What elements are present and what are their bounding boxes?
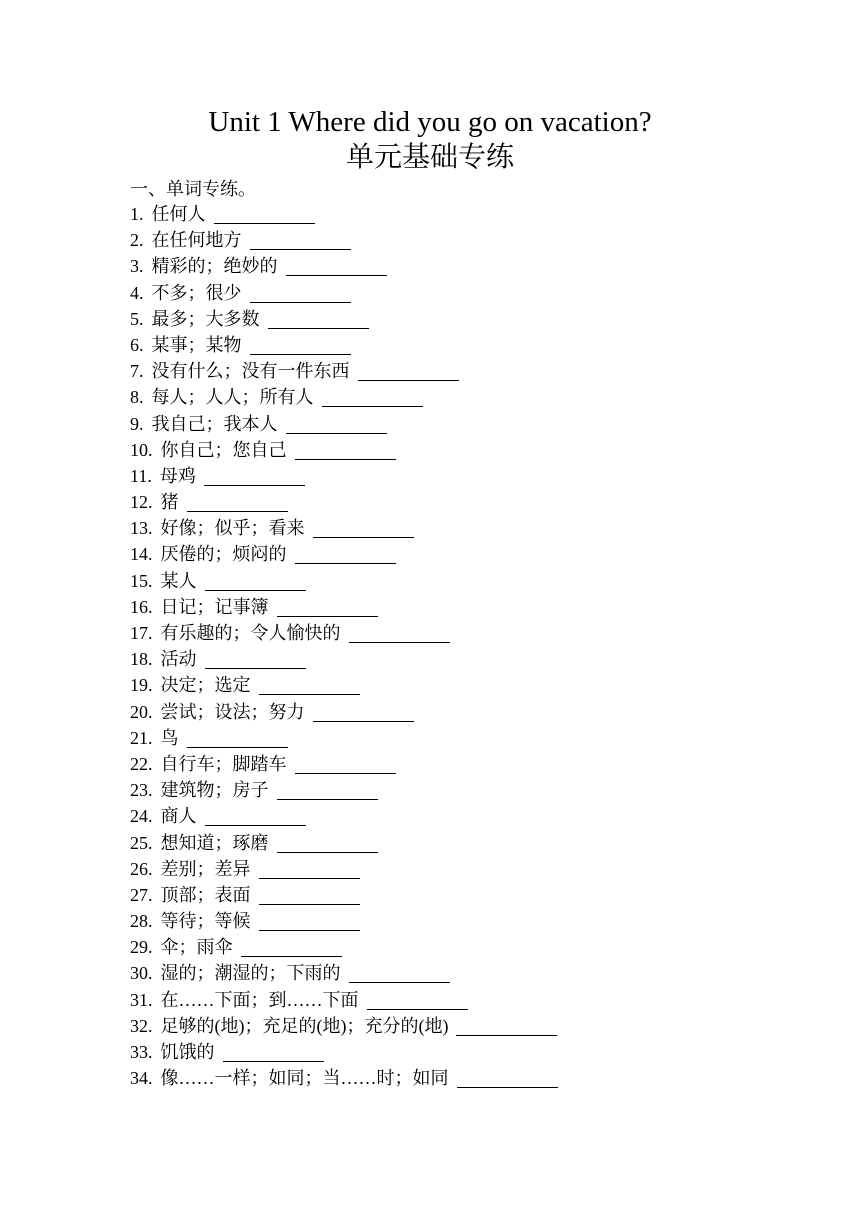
item-chinese-meaning: 等待；等候: [160, 911, 251, 932]
answer-blank[interactable]: [277, 598, 378, 617]
item-number: 34.: [130, 1068, 153, 1089]
vocabulary-item: [130, 646, 558, 672]
vocabulary-list: [130, 201, 558, 1091]
item-chinese-meaning: 自行车；脚踏车: [160, 753, 287, 774]
vocabulary-item: [130, 332, 558, 358]
item-number: 10.: [130, 439, 153, 460]
answer-blank[interactable]: [250, 231, 351, 250]
item-chinese-meaning: 尝试；设法；努力: [160, 701, 305, 722]
item-number: 9.: [130, 413, 144, 434]
item-chinese-meaning: 在任何地方: [151, 230, 242, 251]
vocabulary-item: [130, 253, 558, 279]
item-chinese-meaning: 湿的；潮湿的；下雨的: [160, 963, 341, 984]
item-chinese-meaning: 有乐趣的；令人愉快的: [160, 623, 341, 643]
answer-blank[interactable]: [367, 991, 468, 1010]
vocabulary-item: [130, 411, 558, 437]
item-number: 7.: [130, 361, 144, 382]
vocabulary-item: [130, 358, 558, 384]
item-number: 30.: [130, 963, 153, 984]
item-chinese-meaning: 差别；差异: [160, 858, 251, 879]
item-number: 2.: [130, 230, 144, 251]
answer-blank[interactable]: [187, 729, 288, 748]
answer-blank[interactable]: [205, 572, 306, 591]
item-chinese-meaning: 没有什么；没有一件东西: [151, 361, 350, 382]
item-chinese-meaning: 最多；大多数: [151, 308, 260, 329]
vocabulary-item: [130, 1039, 558, 1065]
answer-blank[interactable]: [295, 441, 396, 460]
item-chinese-meaning: 在……下面；到……下面: [160, 989, 359, 1010]
item-chinese-meaning: 伞；雨伞: [160, 937, 233, 958]
item-number: 26.: [130, 858, 153, 879]
item-number: 3.: [130, 256, 144, 277]
item-number: 5.: [130, 308, 144, 329]
vocabulary-item: [130, 803, 558, 829]
vocabulary-item: [130, 934, 558, 960]
vocabulary-item: [130, 437, 558, 463]
vocabulary-item: [130, 594, 558, 620]
item-number: 25.: [130, 832, 153, 853]
item-chinese-meaning: 每人；人人；所有人: [151, 387, 314, 408]
item-chinese-meaning: 像……一样；如同；当……时；如同: [160, 1068, 449, 1089]
answer-blank[interactable]: [313, 519, 414, 538]
item-number: 27.: [130, 884, 153, 905]
answer-blank[interactable]: [259, 860, 360, 879]
item-number: 24.: [130, 806, 153, 827]
answer-blank[interactable]: [277, 781, 378, 800]
vocabulary-item: [130, 777, 558, 803]
item-chinese-meaning: 厌倦的；烦闷的: [160, 544, 287, 565]
vocabulary-item: [130, 908, 558, 934]
item-number: 15.: [130, 570, 153, 591]
answer-blank[interactable]: [268, 310, 369, 329]
vocabulary-item: [130, 306, 558, 332]
item-number: 31.: [130, 989, 153, 1010]
item-chinese-meaning: 某人: [160, 570, 197, 591]
vocabulary-item: [130, 699, 558, 725]
answer-blank[interactable]: [259, 676, 360, 695]
answer-blank[interactable]: [205, 650, 306, 669]
vocabulary-item: [130, 725, 558, 751]
vocabulary-item: [130, 830, 558, 856]
answer-blank[interactable]: [349, 624, 450, 643]
answer-blank[interactable]: [456, 1017, 557, 1036]
item-number: 19.: [130, 675, 153, 696]
item-number: 20.: [130, 701, 153, 722]
page-subtitle: 单元基础专练: [345, 142, 514, 173]
page-title: Unit 1 Where did you go on vacation?: [208, 106, 652, 138]
answer-blank[interactable]: [223, 1043, 324, 1062]
vocabulary-item: [130, 672, 558, 698]
vocabulary-item: [130, 1013, 558, 1039]
item-chinese-meaning: 鸟: [160, 727, 179, 748]
item-number: 17.: [130, 623, 153, 643]
item-chinese-meaning: 日记；记事簿: [160, 596, 269, 617]
item-chinese-meaning: 母鸡: [159, 465, 196, 486]
item-number: 32.: [130, 1015, 153, 1036]
item-chinese-meaning: 不多；很少: [151, 282, 242, 303]
item-number: 29.: [130, 937, 153, 958]
item-number: 8.: [130, 387, 144, 408]
answer-blank[interactable]: [313, 703, 414, 722]
vocabulary-item: [130, 568, 558, 594]
vocabulary-item: [130, 227, 558, 253]
vocabulary-item: [130, 987, 558, 1013]
item-number: 4.: [130, 282, 144, 303]
item-number: 6.: [130, 334, 144, 355]
item-number: 14.: [130, 544, 153, 565]
answer-blank[interactable]: [205, 807, 306, 826]
item-chinese-meaning: 我自己；我本人: [151, 413, 278, 434]
answer-blank[interactable]: [259, 912, 360, 931]
vocabulary-item: [130, 856, 558, 882]
item-number: 18.: [130, 649, 153, 670]
item-number: 23.: [130, 780, 153, 801]
vocabulary-item: [130, 489, 558, 515]
answer-blank[interactable]: [259, 886, 360, 905]
item-chinese-meaning: 饥饿的: [160, 1042, 215, 1062]
item-number: 11.: [130, 465, 152, 486]
vocabulary-item: [130, 960, 558, 986]
section-heading: 一、单词专练。: [130, 179, 256, 199]
item-chinese-meaning: 商人: [160, 806, 197, 827]
item-number: 21.: [130, 727, 153, 748]
vocabulary-item: [130, 882, 558, 908]
item-chinese-meaning: 建筑物；房子: [160, 780, 269, 801]
answer-blank[interactable]: [241, 938, 342, 957]
answer-blank[interactable]: [358, 362, 459, 381]
answer-blank[interactable]: [204, 467, 305, 486]
vocabulary-item: [130, 1065, 558, 1091]
answer-blank[interactable]: [250, 336, 351, 355]
answer-blank[interactable]: [295, 755, 396, 774]
answer-blank[interactable]: [250, 284, 351, 303]
item-chinese-meaning: 活动: [160, 649, 197, 670]
item-number: 12.: [130, 492, 153, 513]
item-number: 22.: [130, 753, 153, 774]
answer-blank[interactable]: [214, 205, 315, 224]
answer-blank[interactable]: [277, 834, 378, 853]
vocabulary-item: [130, 201, 558, 227]
vocabulary-item: [130, 515, 558, 541]
item-chinese-meaning: 决定；选定: [160, 675, 251, 696]
answer-blank[interactable]: [457, 1069, 558, 1088]
answer-blank[interactable]: [322, 388, 423, 407]
item-chinese-meaning: 顶部；表面: [160, 884, 251, 905]
vocabulary-item: [130, 751, 558, 777]
item-number: 33.: [130, 1042, 153, 1062]
item-chinese-meaning: 好像；似乎；看来: [160, 518, 305, 539]
item-chinese-meaning: 足够的(地)；充足的(地)；充分的(地): [160, 1015, 449, 1036]
item-chinese-meaning: 想知道；琢磨: [160, 832, 269, 853]
item-chinese-meaning: 精彩的；绝妙的: [151, 256, 278, 277]
item-chinese-meaning: 你自己；您自己: [160, 439, 287, 460]
vocabulary-item: [130, 541, 558, 567]
vocabulary-item: [130, 620, 558, 646]
vocabulary-item: [130, 280, 558, 306]
item-chinese-meaning: 任何人: [151, 204, 206, 224]
answer-blank[interactable]: [187, 493, 288, 512]
answer-blank[interactable]: [295, 545, 396, 564]
item-number: 13.: [130, 518, 153, 539]
answer-blank[interactable]: [349, 964, 450, 983]
item-number: 16.: [130, 596, 153, 617]
answer-blank[interactable]: [286, 257, 387, 276]
item-number: 28.: [130, 911, 153, 932]
vocabulary-item: [130, 384, 558, 410]
answer-blank[interactable]: [286, 415, 387, 434]
vocabulary-item: [130, 463, 558, 489]
item-number: 1.: [130, 204, 144, 224]
item-chinese-meaning: 猪: [160, 492, 179, 513]
item-chinese-meaning: 某事；某物: [151, 334, 242, 355]
